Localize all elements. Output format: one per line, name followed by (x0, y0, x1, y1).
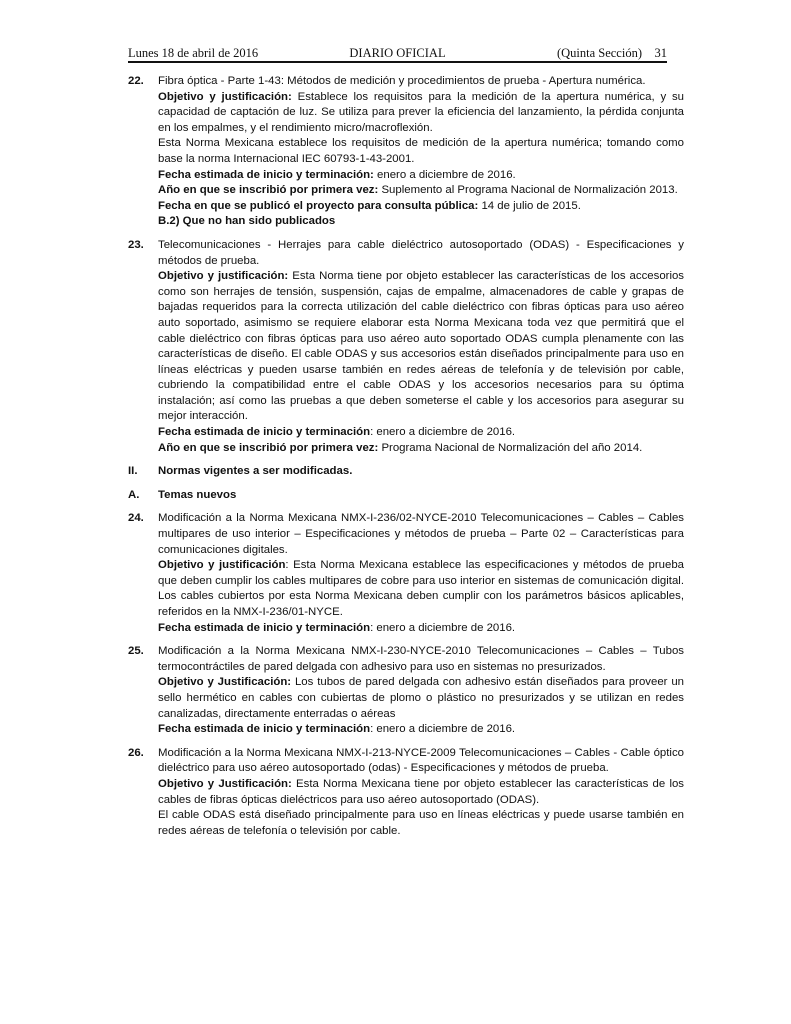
section-a (128, 488, 684, 504)
fecha-text: enero a diciembre de 2016. (373, 168, 516, 181)
item-publicacion (158, 199, 684, 215)
subsection-b2-label: B.2) Que no han sido publicados (158, 215, 336, 228)
item-fecha (158, 425, 684, 441)
fecha-label: Fecha estimada de inicio y terminación (158, 426, 371, 439)
section-title: Temas nuevos (158, 488, 237, 501)
section-ii (128, 464, 684, 480)
objetivo-text: : Esta Norma Mexicana establece las especificaciones y métodos de prueba que deben cumplir los cables multipares de cobre para uso interior en sistemas de comunicación digital. Los cables cubiertos por esta Norma Mexicana deben cumplir con los parámetros básicos aplicables, referidos en la NMX-I-236/01-NYCE. (158, 559, 684, 618)
item-fecha (158, 168, 684, 184)
item-title: Fibra óptica - Parte 1-43: Métodos de medición y procedimientos de prueba - Apertura numérica. (158, 75, 646, 87)
item-title: Modificación a la Norma Mexicana NMX-I-213-NYCE-2009 Telecomunicaciones – Cables - Cable óptico dieléctrico para uso aéreo autosoportado (odas) - Especificaciones y métodos de prueba. (158, 746, 684, 775)
fecha-label: Fecha estimada de inicio y terminación: (158, 168, 374, 181)
fecha-label: Fecha estimada de inicio y terminación (158, 621, 371, 634)
anio-label: Año en que se inscribió por primera vez: (158, 184, 379, 197)
header-section: (Quinta Sección) (556, 46, 642, 60)
anio-text: Programa Nacional de Normalización del año 2014. (378, 441, 643, 454)
item-objetivo (158, 777, 684, 808)
fecha-text: : enero a diciembre de 2016. (370, 621, 516, 634)
header-rule (128, 61, 667, 63)
item-number: 23. (128, 238, 144, 251)
item-number: 26. (128, 746, 144, 759)
item-22 (128, 74, 684, 230)
objetivo-text: Esta Norma tiene por objeto establecer las características de los accesorios como son herrajes de tensión, suspensión, cajas de empalme, almacenadores de cable y grapas de bajadas requeridos para la correcta utilización del cable dieléctrico con fibras ópticas para uso aéreo auto soportado, asimismo se requiere elaborar esta Norma Mexicana toda vez que permitirá que el cable dieléctrico con fibras ópticas para uso aéreo auto soportado ODAS cumpla plenamente con las características de diseño. El cable ODAS y sus accesorios están diseñados principalmente para uso en líneas eléctricas y pueden usarse también en redes aéreas de telefonía y de televisión por cable, cubriendo la compatibilidad entre el cable ODAS y los accesorios necesarios para su óptima instalación; así como las pruebas a que deben someterse el cable y los accesorios para asegurar su mejor interacción. (158, 270, 685, 423)
objetivo-label: Objetivo y justificación: (158, 270, 289, 283)
item-number: 24. (128, 512, 144, 525)
item-title: Telecomunicaciones - Herrajes para cable dieléctrico autosoportado (ODAS) - Especificaciones y métodos de prueba. (158, 238, 684, 267)
objetivo-text: Esta Norma Mexicana tiene por objeto establecer las características de los cables de fibras ópticas dieléctricos para uso aéreo autosoportado (ODAS). (158, 777, 684, 806)
header-section-page (557, 46, 667, 61)
section-title: Normas vigentes a ser modificadas. (158, 465, 353, 478)
item-24 (128, 511, 684, 636)
item-anio (158, 441, 684, 457)
anio-text: Suplemento al Programa Nacional de Normalización 2013. (378, 184, 678, 197)
item-23 (128, 238, 684, 456)
item-title: Modificación a la Norma Mexicana NMX-I-230-NYCE-2010 Telecomunicaciones – Cables – Tubos termocontráctiles de pared delgada con adhesivo para uso en sistemas no presurizados. (158, 645, 684, 673)
header-date: Lunes 18 de abril de 2016 (128, 46, 259, 60)
item-objetivo (158, 269, 684, 425)
header-publication: DIARIO OFICIAL (349, 46, 446, 60)
section-number: A. (128, 488, 140, 501)
section-number: II. (128, 465, 138, 478)
page-header (128, 46, 667, 62)
objetivo-label: Objetivo y Justificación: (158, 777, 292, 790)
item-fecha (158, 621, 684, 637)
item-anio (158, 183, 684, 199)
fecha-label: Fecha estimada de inicio y terminación (158, 723, 371, 736)
item-title: Modificación a la Norma Mexicana NMX-I-236/02-NYCE-2010 Telecomunicaciones – Cables – Cables multipares de uso interior – Especificaciones y métodos de prueba – Parte 02 – Características para comunicaciones digitales. (158, 512, 684, 556)
fecha-text: : enero a diciembre de 2016. (370, 723, 516, 736)
item-objetivo (158, 675, 684, 722)
objetivo-text: Establece los requisitos para la medición de la apertura numérica, y su capacidad de captación de luz. Se utiliza para prever la eficiencia del lanzamiento, la pérdida conjunta en los empalmes, y el rendimiento micro/macroflexión. (158, 90, 684, 134)
item-25 (128, 644, 684, 738)
item-number: 25. (128, 645, 144, 658)
objetivo-label: Objetivo y Justificación: (158, 676, 292, 689)
objetivo-text: Los tubos de pared delgada con adhesivo están diseñados para proveer un sello hermético en cables con cubiertas de plomo o plástico no presurizados y se utilizan en redes canalizadas, directamente enterradas o aéreas (158, 676, 684, 720)
document-body (128, 74, 684, 847)
item-number: 22. (128, 75, 144, 87)
publicacion-label: Fecha en que se publicó el proyecto para consulta pública: (158, 199, 479, 212)
item-objetivo (158, 558, 684, 620)
item-objetivo (158, 90, 684, 137)
item-extra: El cable ODAS está diseñado principalmente para uso en líneas eléctricas y puede usarse también en redes aéreas de telefonía o televisión por cable. (158, 809, 684, 837)
fecha-text: : enero a diciembre de 2016. (370, 426, 516, 439)
header-page-number: 31 (654, 46, 667, 60)
subsection-b2 (158, 214, 684, 230)
objetivo-label: Objetivo y justificación (158, 559, 286, 572)
publicacion-text: 14 de julio de 2015. (478, 199, 581, 212)
objetivo-label: Objetivo y justificación: (158, 90, 292, 103)
anio-label: Año en que se inscribió por primera vez: (158, 441, 379, 454)
item-26 (128, 746, 684, 840)
item-extra: Esta Norma Mexicana establece los requisitos de medición de la apertura numérica; tomando como base la norma Internacional IEC 60793-1-43-2001. (158, 137, 684, 165)
item-fecha (158, 722, 684, 738)
